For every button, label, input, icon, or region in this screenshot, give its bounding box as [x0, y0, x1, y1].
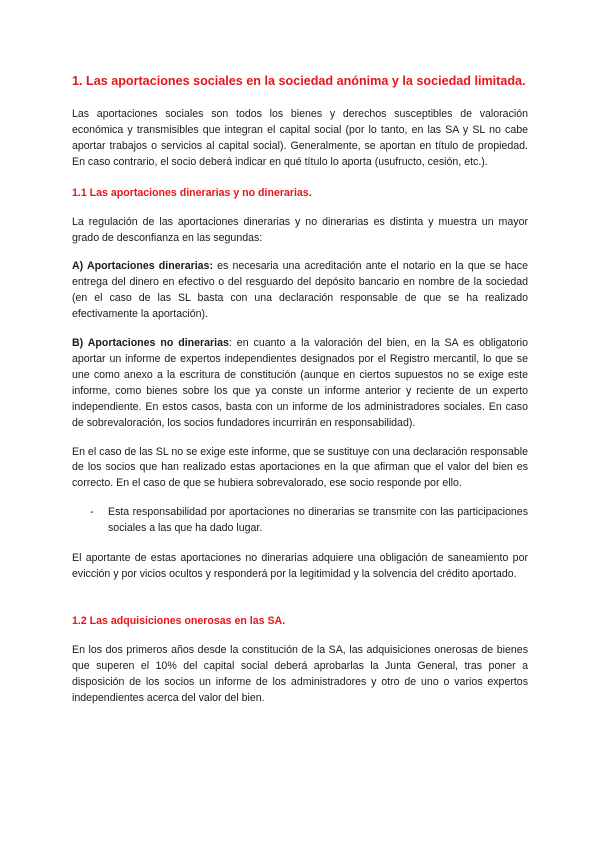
aportaciones-no-dinerarias-text: : en cuanto a la valoración del bien, en la SA es obligatorio aportar un informe de expertos independientes designados por el Registro mercantil, lo que se une como anexo a la escritura de constitución (aunque en ciertos supuestos no se exige este informe, como bienes sobre los que ya conste un informe anterior y reciente de un experto independiente. En estos casos, basta con un informe de los administradores sociales. En caso de sobrevaloración, los socios fundadores incurrirán en responsabilidad). — [72, 337, 528, 429]
section-1-intro-paragraph: Las aportaciones sociales son todos los bienes y derechos susceptibles de valoración económica y transmisibles que integran el capital social (por lo tanto, en las SA y SL no cabe aportar trabajos o servicios al capital social). Generalmente, se aportan en título de propiedad. En caso contrario, el socio deberá indicar en qué título lo aporta (usufructo, cesión, etc.). — [72, 108, 528, 168]
section-1-1-closing-paragraph: El aportante de estas aportaciones no dinerarias adquiere una obligación de saneamiento por evicción y por vicios ocultos y responderá por la legitimidad y la solvencia del crédito aportado. — [72, 552, 528, 580]
aportaciones-dinerarias-label: A) Aportaciones dinerarias: — [72, 260, 213, 273]
list-bullet-dash: - — [90, 506, 94, 519]
section-1-2-heading: 1.2 Las adquisiciones onerosas en las SA. — [72, 614, 286, 627]
section-1-1-intro-paragraph: La regulación de las aportaciones dinerarias y no dinerarias es distinta y muestra un mayor grado de desconfianza en las segundas: — [72, 215, 528, 244]
list-item — [90, 505, 528, 537]
aportaciones-no-dinerarias-paragraph — [72, 336, 528, 431]
list-item-text: Esta responsabilidad por aportaciones no dinerarias se transmite con las participaciones sociales a las que ha dado lugar. — [108, 506, 528, 535]
aportaciones-dinerarias-paragraph — [72, 259, 528, 323]
aportaciones-dinerarias-text: es necesaria una acreditación ante el notario en la que se hace entrega del dinero en efectivo o del resguardo del depósito bancario en nombre de la sociedad (en el caso de las SL basta con una declaración responsable de que se ha realizado efectivamente la aportación). — [72, 260, 528, 321]
aportaciones-no-dinerarias-label: B) Aportaciones no dinerarias — [72, 337, 229, 350]
section-1-1-heading: 1.1 Las aportaciones dinerarias y no dinerarias. — [72, 186, 312, 199]
section-1-2-paragraph: En los dos primeros años desde la constitución de la SA, las adquisiciones onerosas de bienes que superen el 10% del capital social deberá aprobarlas la Junta General, tras poner a disposición de los socios un informe de los administradores y otro de uno o varios expertos independientes acerca del valor del bien. — [72, 643, 528, 704]
sl-informe-paragraph: En el caso de las SL no se exige este informe, que se sustituye con una declaración responsable de los socios que han realizado estas aportaciones en la que afirman que el valor del bien es correcto. En el caso de que se hubiera sobrevalorado, ese socio responde por ello. — [72, 445, 528, 490]
section-1-heading: 1. Las aportaciones sociales en la sociedad anónima y la sociedad limitada. — [72, 74, 526, 88]
